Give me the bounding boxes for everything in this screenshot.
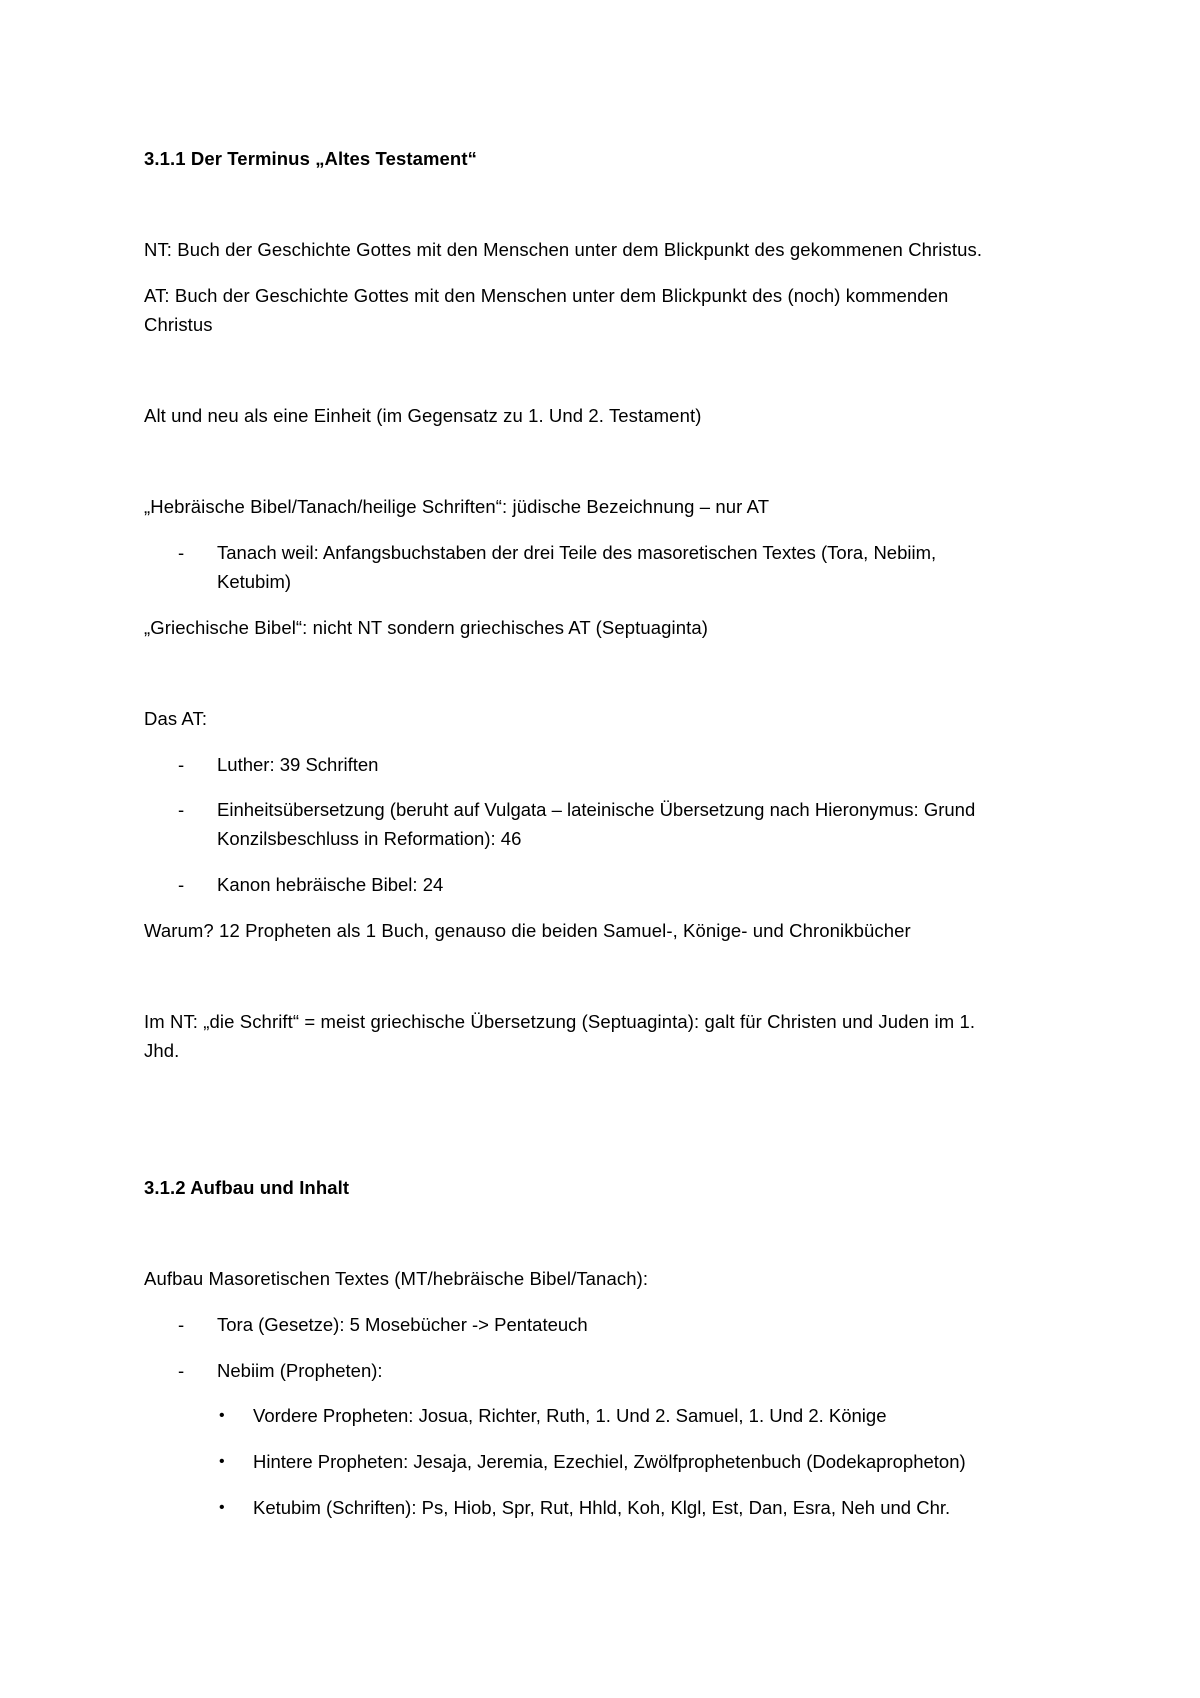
- list-item-nebiim: Nebiim (Propheten):: [217, 1360, 383, 1381]
- list-dash-marker: -: [178, 1360, 185, 1381]
- paragraph-aufbau-mt: Aufbau Masoretischen Textes (MT/hebräische Bibel/Tanach):: [144, 1268, 649, 1289]
- section-heading-terminus: 3.1.1 Der Terminus „Altes Testament“: [144, 148, 477, 169]
- section-heading-aufbau: 3.1.2 Aufbau und Inhalt: [144, 1177, 350, 1198]
- list-item-tora: Tora (Gesetze): 5 Mosebücher -> Pentateuch: [217, 1314, 588, 1335]
- paragraph-hebraeische-bibel: „Hebräische Bibel/Tanach/heilige Schriften“: jüdische Bezeichnung – nur AT: [144, 496, 770, 517]
- list-item-einheit-line2: Konzilsbeschluss in Reformation): 46: [217, 828, 522, 849]
- paragraph-griechische-bibel: „Griechische Bibel“: nicht NT sondern griechisches AT (Septuaginta): [144, 617, 709, 638]
- list-dash-marker: -: [178, 542, 185, 563]
- paragraph-at-line1: AT: Buch der Geschichte Gottes mit den Menschen unter dem Blickpunkt des (noch) kommenden: [144, 285, 949, 306]
- paragraph-nt: NT: Buch der Geschichte Gottes mit den Menschen unter dem Blickpunkt des gekommenen Christus.: [144, 239, 983, 260]
- sublist-item-ketubim: Ketubim (Schriften): Ps, Hiob, Spr, Rut, Hhld, Koh, Klgl, Est, Dan, Esra, Neh und Chr.: [253, 1497, 951, 1518]
- paragraph-warum: Warum? 12 Propheten als 1 Buch, genauso die beiden Samuel-, Könige- und Chronikbücher: [144, 920, 911, 941]
- list-item-einheit-line1: Einheitsübersetzung (beruht auf Vulgata – lateinische Übersetzung nach Hieronymus: Grund: [217, 799, 976, 820]
- list-item-tanach-line1: Tanach weil: Anfangsbuchstaben der drei Teile des masoretischen Textes (Tora, Nebiim,: [217, 542, 937, 563]
- sublist-item-hintere-propheten: Hintere Propheten: Jesaja, Jeremia, Ezechiel, Zwölfprophetenbuch (Dodekapropheton): [253, 1451, 966, 1472]
- list-dash-marker: -: [178, 754, 185, 775]
- list-bullet-marker: •: [219, 1453, 225, 1470]
- list-bullet-marker: •: [219, 1407, 225, 1424]
- sublist-item-vordere-propheten: Vordere Propheten: Josua, Richter, Ruth, 1. Und 2. Samuel, 1. Und 2. Könige: [253, 1405, 887, 1426]
- paragraph-das-at: Das AT:: [144, 708, 208, 729]
- list-item-luther: Luther: 39 Schriften: [217, 754, 379, 775]
- list-bullet-marker: •: [219, 1499, 225, 1516]
- list-dash-marker: -: [178, 1314, 185, 1335]
- paragraph-alt-neu: Alt und neu als eine Einheit (im Gegensatz zu 1. Und 2. Testament): [144, 405, 702, 426]
- paragraph-im-nt-line1: Im NT: „die Schrift“ = meist griechische Übersetzung (Septuaginta): galt für Christen und Juden im 1.: [144, 1011, 976, 1032]
- list-dash-marker: -: [178, 799, 185, 820]
- list-item-kanon: Kanon hebräische Bibel: 24: [217, 874, 444, 895]
- list-dash-marker: -: [178, 874, 185, 895]
- list-item-tanach-line2: Ketubim): [217, 571, 292, 592]
- paragraph-at-line2: Christus: [144, 314, 213, 335]
- paragraph-im-nt-line2: Jhd.: [144, 1040, 180, 1061]
